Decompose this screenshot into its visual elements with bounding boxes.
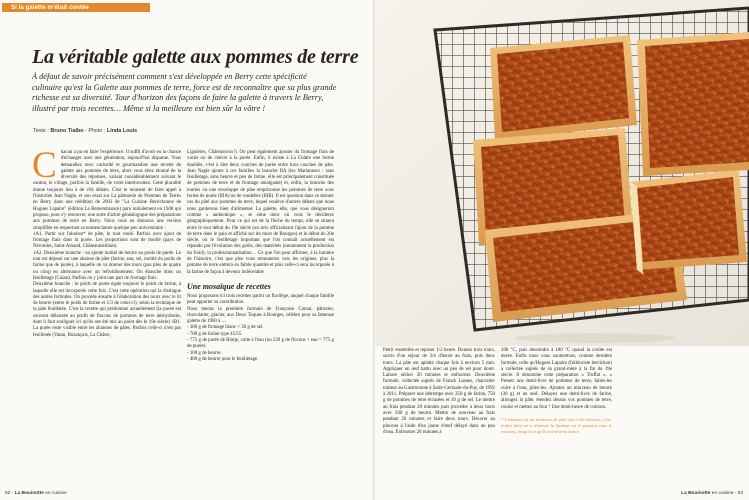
footer-left	[5, 491, 67, 496]
magazine-name: La Bouinotte	[681, 491, 711, 496]
credit-text-author: Bruno Tialbo	[50, 128, 84, 134]
body-paragraph: 200 °C, puis descendre à 180 °C quand la croûte est dorée. Enfin nous vous soumettons, comme dernière formule, celle qu'Hugues Lapaire (folkloriste berrichon) a collectée auprès de sa grand-mère à la fin du 19e siècle. Il dénomme cette préparation « Truffat ». « Prenez une demi-livre de pommes de terre, faites-les cuire à l'eau, pilez-les. Ajoutez un morceau de beurre (30 g) et un œuf. Délayez une demi-livre de farine, allongez la pâte, étendez dessus vos pommes de terre, roulez et mettez au four ! Une demi-heure de cuisson.	[501, 348, 612, 410]
magazine-section: en cuisine	[710, 491, 734, 496]
body-paragraph: Nous tenons la première formule de Françoise Carnat, pâtissier, chocolatier, glacier, aux Deux Toques à Bourges, célèbre pour sa fameuse galette de 1960 à …	[187, 306, 334, 325]
body-paragraph: Pétrir ensemble et reposer 1/2 heure. Donner trois tours, suivis d'un séjour de 3/4 d'heure au frais, puis deux tours. La pâte est aplatie chaque fois à environ 5 mm. Appliquer un œuf battu avec un peu de sel pour dorer. Laisser sécher 20 minutes et enfourner. Deuxième formule, collectée auprès de Franck Lasnes, charcutier traiteur au Gastronome à Saint-Germain-du-Puy, de 1992 à 2011. Préparer une détrempe avec 250 g de farine, 750 g de pommes de terre écrasées et 10 g de sel. Le mettre au frais pendant 20 minutes puis procéder à deux tours avec 500 g de beurre. Mettre de nouveau au frais pendant 20 minutes et faire deux tours. Décorer au pinceau à l'aide d'un jaune d'œuf délayé dans un peu d'eau. Enfourner 20 minutes à	[383, 348, 495, 435]
galette-right	[637, 32, 749, 176]
right-page	[375, 0, 749, 500]
rubric-label: Si la galette m'était contée	[11, 4, 89, 11]
recipe-column-1	[383, 348, 495, 436]
body-paragraph: 1A1. Partir sur l'abaisse* de pâte, le tout roulé. Parfois avec ajout de fromage frais dans la purée. Les proportions sont de moitié (pays de Nérondes, Saint-Amand, Châteaumeillant).	[33, 231, 181, 250]
left-page	[0, 0, 374, 500]
rubric-banner	[2, 3, 150, 12]
ingredient-line: - 300 g de fromage blanc + 30 g de sel.	[187, 325, 264, 331]
article-credits	[33, 128, 137, 134]
article-lead: À défaut de savoir précisément comment s'est développée en Berry cette spécificité culinaire qu'est la Galette aux pommes de terre, force est de reconnaître que sa plus grande richesse est sa diversité. Tour d'horizon des façons de faire la galette à travers le Berry, illustré par trois recettes… Même si la meilleure est bien sûr la vôtre !	[32, 72, 337, 113]
drop-cap: C	[32, 145, 57, 186]
body-paragraph: Nous proposons ici trois recettes parmi un florilège, auquel chaque famille peut apporter sa contribution.	[187, 293, 334, 306]
recipe-column-2	[501, 348, 612, 435]
page-number: - 63	[733, 491, 743, 496]
credit-text-label: Texte :	[33, 128, 51, 134]
footer-right	[681, 491, 743, 496]
footnote: * L'abaisse est un morceau de pâte qui a été abaissé, c'est-à-dire dont on a diminué la hauteur en le passant sous le rouleau, jusqu'à ce qu'il soit devenu mince.	[501, 416, 612, 434]
article-title: La véritable galette aux pommes de terre	[32, 46, 359, 68]
body-paragraph: Lignières, Châteauroux!). On peut également ajouter du fromage frais de vache ou de chèvre à la purée. Enfin, il existe à La Châtre une forme doublée, c'est à dire deux couches de purée entre trois couches de pâte. Jean Nagle ajoute à ces familles la branche IIA (les Marianners : sans feuilletage, sans beurre et peu de farine, elle est principalement constituée de pommes de terre et de fromage amalgamé) et, enfin, la branche des tourtes où une enveloppe de pâte emprisonne les pommes de terre sous forme de purée (IIIA) ou de rondelles (IIIB). Il est question dans ce dernier cas du pâté aux pommes de terre, lequel soulève d'autres débats que nous nous garderons bien d'alimenter. La galette, elle, que vous désigneront comme « authentique », se situe donc où vous le déciderez géographiquement. Pour ce qui est de la flèche du temps, elle se situera entre le tout début du 19e siècle (un avis officialisant l'ajout de la pomme de terre dans le pain et affiché sur les murs de Bourges) et le début du 20e siècle, où le feuilletage important que l'on connaît actuellement est répandu par l'évolution des goûts, des matériels (notamment la production du froid), la professionnalisation… Ce que l'on peut affirmer, à la lumière de l'histoire, c'est que plus vous remonterez vers les origines, plus la pomme de terre entrera en faible quantité et plus celle-ci sera incorporée à la farine de façon à devenir indécelable	[187, 150, 334, 275]
magazine-section: en cuisine	[43, 491, 67, 496]
body-column-2	[187, 150, 334, 363]
body-paragraph: 1A2. Deuxième branche : on ajoute moitié de beurre au poids de purée. Le tout est déposé sur une abaisse de pâte (farine, eau, sel, moitié du poids de farine que de purée), à laquelle on va donner des tours (pas plus de quatre ou cinq) en alternance avec un refroidissement. On ébauche donc un feuilletage (Culan). Parfois on y joint une part de fromage frais.	[33, 250, 181, 281]
galette-top	[490, 35, 637, 140]
credit-separator: - Photo :	[83, 128, 107, 134]
galette-photo	[375, 0, 749, 346]
magazine-name: La Bouinotte	[14, 491, 44, 496]
section-subheading: Une mosaïque de recettes	[187, 281, 271, 291]
body-column-1	[32, 145, 181, 339]
body-paragraph: Deuxième branche : le poids de purée égale toujours le poids de farine, à laquelle elle est incorporée cette fois. C'est cette opération qui la distingue des autres formules. On procède ensuite à l'élaboration des tours avec le lit de beurre (entre le poids de farine et 1/3 de celui-ci), selon la technique de la pâte feuilletée. C'est la recette qui prédomine actuellement (la purée est souvent délaissée au profit de flocons de pommes de terre déshydratés, dont il faut souligner ici qu'ils ont été mis au point dès le 19e siècle) 1B1. La purée reste visible entre les abaisses de pâtes. Parfois celle-ci n'est pas feuilletée (Vatan, Buzançais, La Châtre,	[33, 282, 181, 338]
body-paragraph: hacun a pu en faire l'expérience. Il suffit d'avoir eu la chance d'échanger avec une génération, aujourd'hui disparue. Vous demandiez avec curiosité et gourmandise une recette de galette aux pommes de terre, alors vous étiez étonné de la diversité des réponses, variant considérablement suivant le canton, le village, parfois la famille, de votre interlocuteur. Cette pluralité donne toujours lieu à de vifs débats. C'est le moment de faire appel à l'historien Jean Nagle, et son essai sur La pâtisserie de Pommes de Terres en Berry dans une réédition de 2003 de "La Cuisine Berrichonne de Hugues Lapaire" (édition La Remembrance) paru initialement en 1948 qui propose, pour s'y retrouver, une sorte d'arbre généalogique des préparations aux pommes de terre en Berry. Nous vous en donnons une version simplifiée en respectant sa nomenclature quelque peu universitaire :	[33, 150, 181, 231]
page-number: 62 -	[5, 491, 15, 496]
ingredient-line: - 100 g de beurre.	[187, 350, 222, 356]
credit-photo-author: Linda Louis	[106, 128, 138, 134]
ingredient-line: - 775 g de purée de Bintje, cuite à l'eau (ou 220 g de flocons + eau = 775 g de purée).	[187, 338, 334, 350]
galette-photo-image	[375, 0, 749, 346]
ingredient-line: - 700 g de farine type 45/55.	[187, 331, 243, 337]
ingredient-line: - 480 g de beurre pour le feuilletage.	[187, 356, 259, 362]
